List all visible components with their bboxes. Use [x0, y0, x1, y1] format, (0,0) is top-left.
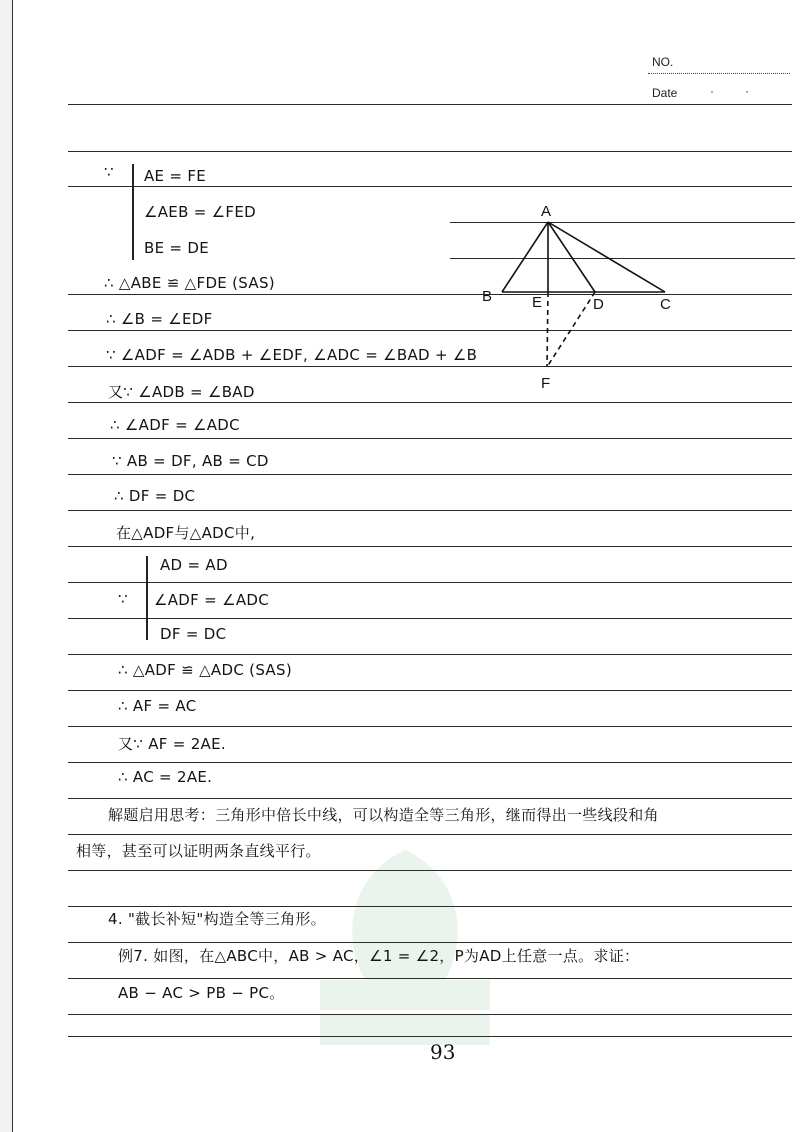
date-label: Date: [652, 86, 678, 100]
proof-line: ∠ADF = ∠ADC: [154, 591, 270, 609]
because-symbol: ∵: [118, 590, 128, 608]
rule-line: [68, 546, 792, 547]
rule-line: [68, 402, 792, 403]
rule-line: [68, 690, 792, 691]
rule-line: [68, 104, 792, 105]
proof-line: ∴ DF = DC: [114, 487, 196, 505]
proof-line: ∴ △ADF ≌ △ADC (SAS): [118, 661, 292, 679]
brace: [132, 164, 134, 260]
proof-line: ∴ AF = AC: [118, 697, 197, 715]
proof-line: AD = AD: [160, 556, 228, 574]
rule-line: [68, 582, 792, 583]
vertex-label-d: D: [593, 296, 604, 313]
example-claim: AB − AC > PB − PC。: [118, 984, 285, 1002]
proof-line: 在△ADF与△ADC中,: [116, 524, 256, 542]
proof-line: ∴ △ABE ≌ △FDE (SAS): [104, 274, 275, 292]
proof-line: ∴ ∠ADF = ∠ADC: [110, 416, 240, 434]
rule-line: [68, 726, 792, 727]
vertex-label-b: B: [482, 288, 493, 305]
segment-ac: [548, 222, 665, 292]
segment-df: [547, 292, 595, 367]
rule-line: [68, 151, 792, 152]
segment-ef: [547, 292, 548, 367]
segment-ad: [548, 222, 595, 292]
date-dot: ·: [710, 84, 714, 98]
reflection-note: 解题启用思考：三角形中倍长中线，可以构造全等三角形，继而得出一些线段和角: [108, 806, 659, 824]
proof-line: 又∵ AF = 2AE.: [118, 735, 226, 753]
proof-line: ∴ AC = 2AE.: [118, 768, 213, 786]
rule-line: [68, 186, 792, 187]
segment-ab: [502, 222, 548, 292]
vertex-label-e: E: [532, 294, 543, 311]
example-statement: 例7. 如图，在△ABC中，AB > AC，∠1 = ∠2，P为AD上任意一点。求证：: [118, 947, 640, 965]
no-label: NO.: [652, 55, 674, 69]
rule-line: [68, 618, 792, 619]
reflection-note-cont: 相等，甚至可以证明两条直线平行。: [76, 842, 321, 860]
because-symbol: ∵: [104, 163, 114, 181]
no-dotted-line: [648, 73, 790, 74]
proof-line: DF = DC: [160, 625, 227, 643]
watermark-logo: [300, 830, 510, 1050]
triangle-figure: [470, 195, 690, 395]
notebook-binding-edge: [0, 0, 13, 1132]
rule-line: [68, 474, 792, 475]
section-heading: 4. "截长补短"构造全等三角形。: [108, 910, 326, 928]
proof-line: ∵ ∠ADF = ∠ADB + ∠EDF, ∠ADC = ∠BAD + ∠B: [106, 346, 478, 364]
proof-line: ∵ AB = DF, AB = CD: [112, 452, 269, 470]
proof-line: AE = FE: [144, 167, 207, 185]
brace: [146, 556, 148, 640]
vertex-label-f: F: [541, 375, 551, 392]
date-dot: ·: [745, 84, 749, 98]
page-number: 93: [430, 1040, 456, 1064]
proof-line: ∠AEB = ∠FED: [144, 203, 256, 221]
rule-line: [68, 510, 792, 511]
vertex-label-a: A: [541, 203, 552, 220]
proof-line: 又∵ ∠ADB = ∠BAD: [108, 383, 255, 401]
proof-line: BE = DE: [144, 239, 210, 257]
rule-line: [68, 762, 792, 763]
proof-line: ∴ ∠B = ∠EDF: [106, 310, 213, 328]
vertex-label-c: C: [660, 296, 671, 313]
rule-line: [68, 654, 792, 655]
rule-line: [68, 438, 792, 439]
rule-line: [68, 798, 792, 799]
